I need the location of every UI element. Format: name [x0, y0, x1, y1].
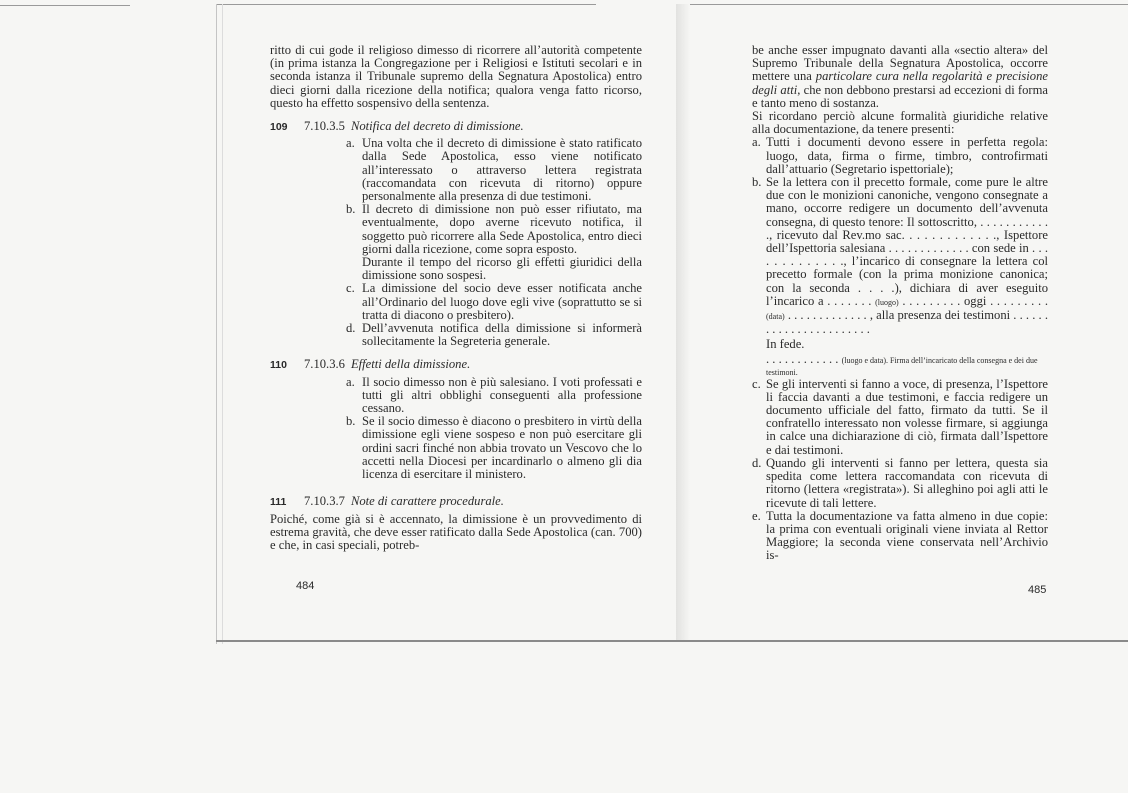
form-text-2: . . . . . . . . . oggi . . . . . . . . .	[898, 293, 1048, 308]
section-110-heading	[270, 358, 642, 372]
section-code: 7.10.3.6	[304, 357, 345, 372]
item-label: a.	[346, 374, 355, 389]
signature-note: (luogo e data). Firma dell’incaricato della consegna e dei due testimoni.	[766, 355, 1038, 377]
intro-text: be anche esser impugnato davanti alla «sectio altera» del Supremo Tribunale della Segnatura Apostolica, occorre mettere una	[752, 43, 1048, 84]
page-edge-left-inner	[222, 4, 223, 644]
section-code: 7.10.3.7	[304, 494, 345, 509]
item-text	[362, 203, 642, 282]
form-text-3: . . . . . . . . . . . . . , alla presenza dei testimoni . . . . . . . . . . . . . . . . . . . . . . .	[766, 308, 1048, 337]
item-label: b.	[346, 202, 356, 217]
list-item	[752, 176, 1048, 336]
item-text	[766, 176, 1048, 336]
item-text-extra: Durante il tempo del ricorso gli effetti giuridici della dimissione sono sospesi.	[362, 255, 642, 283]
section-title: Effetti della dimissione.	[350, 357, 471, 372]
signature-dots: . . . . . . . . . . . .	[766, 351, 839, 366]
form-note-data: (data)	[766, 312, 785, 322]
list-item	[752, 378, 1048, 457]
scan-edge-top-left	[0, 5, 130, 6]
section-number: 110	[270, 359, 287, 372]
item-text: Il socio dimesso non è più salesiano. I voti professati e tutti gli altri obblighi conseguenti alla professione cessano.	[362, 374, 642, 416]
section-111-body: Poiché, come già si è accennato, la dimissione è un provvedimento di estrema gravità, che deve esser ratificato dalla Sede Apostolica (can. 700) e che, in casi speciali, potreb-	[270, 511, 642, 552]
scan-edge-top-mid	[216, 4, 596, 5]
page-edge-bottom	[216, 640, 1128, 642]
item-label: b.	[346, 414, 356, 429]
item-text: Tutti i documenti devono essere in perfetta regola: luogo, data, firma o firme, timbro, controfirmati dall’attuario (Segretario ispettoriale);	[766, 135, 1048, 176]
item-label: a.	[346, 136, 355, 151]
item-text: Se il socio dimesso è diacono o presbitero in virtù della dimissione egli viene sospeso e non può esercitare gli ordini sacri finché non abbia trovato un Vescovo che lo accetti nella Diocesi per incardinarlo o almeno gli dia licenza di esercitare il ministero.	[362, 414, 642, 482]
list-item	[752, 457, 1048, 510]
intro-text-end: , che non debbono prestarsi ad eccezioni di forma e tanto meno di sostanza.	[752, 82, 1048, 110]
item-text: Quando gli interventi si fanno per lettera, questa sia spedita come lettera raccomandata con ricevuta di ritorno (lettera «registrata»). Si alleghino poi agli atti le ricevute di tali lettere.	[766, 455, 1048, 510]
page-number-left: 484	[296, 580, 315, 592]
item-label: e.	[752, 508, 761, 523]
list-item	[346, 415, 642, 481]
section-111-heading	[270, 495, 642, 509]
form-text: Se la lettera con il precetto formale, come pure le altre due con le monizioni canoniche, vengono consegnate a mano, occorre redigere un documento dell’avvenuta consegna, di questo tenore: Il sottoscritto, . . . . . . . . . . . ., ricevuto dal Rev.mo sac. . . . . . . . . . . . ., Ispettore dell’Ispettoria salesiana . . . . . . . . . . . . . con sede in . . . . . . . . . . . . ., l’incarico di consegnare la lettera col precetto formale (con la prima monizione canonica; con la seconda . . . .), dichiara di aver eseguito l’incarico a . . . . . . .	[766, 175, 1048, 308]
section-number: 109	[270, 121, 288, 134]
right-intro-paragraph	[752, 44, 1048, 110]
section-title: Note di carattere procedurale.	[350, 494, 504, 509]
page-edge-left	[216, 4, 217, 644]
intro-emphasis: particolare cura nella regolarità e precisione degli atti	[752, 69, 1048, 97]
item-text: Dell’avvenuta notifica della dimissione si informerà sollecitamente la Segreteria generale.	[362, 321, 642, 349]
section-code: 7.10.3.5	[304, 119, 345, 134]
right-page	[752, 44, 1048, 563]
list-item	[346, 322, 642, 348]
item-text-main: Il decreto di dimissione non può esser rifiutato, ma eventualmente, dopo averne ricevuto notifica, il soggetto può ricorrere alla Sede Apostolica, entro dieci giorni dalla ricezione, come sopra esposto.	[362, 202, 642, 256]
scan-edge-top-right	[680, 4, 1128, 5]
list-item	[752, 510, 1048, 563]
item-text: Se gli interventi si fanno a voce, di presenza, l’Ispettore li faccia davanti a due testimoni, e faccia redigere un documento ufficiale del fatto, firmato da tutti. Se il confratello interessato non volesse firmare, si aggiunga in calce una dichiarazione di ciò, firmata dall’Ispettore e dai testimoni.	[766, 376, 1048, 457]
list-item	[346, 282, 642, 322]
item-label: d.	[346, 321, 356, 336]
list-item	[346, 376, 642, 416]
left-intro-paragraph: ritto di cui gode il religioso dimesso di ricorrere all’autorità competente (in prima istanza la Congregazione per i Religiosi e Istituti secolari e in seconda istanza il Tribunale supremo della Segnatura Apostolica) entro dieci giorni dalla ricezione della notifica; qualora venga fatto ricorso, questo ha effetto sospensivo della sentenza.	[270, 43, 642, 110]
section-number: 111	[270, 496, 287, 509]
in-fede-line: In fede.	[766, 337, 805, 352]
item-label: c.	[346, 281, 355, 296]
list-item	[346, 137, 642, 203]
item-label: d.	[752, 455, 762, 470]
item-text: La dimissione del socio deve esser notificata anche all’Ordinario del luogo dove egli vive (soprattutto se si tratta di diacono o presbitero).	[362, 281, 642, 322]
list-item	[346, 203, 642, 282]
list-item	[752, 136, 1048, 176]
item-label: c.	[752, 376, 761, 391]
signature-line	[766, 351, 1048, 378]
section-109-heading	[270, 120, 642, 134]
right-lead-paragraph: Si ricordano perciò alcune formalità giuridiche relative alla documentazione, da tenere presenti:	[752, 109, 1048, 137]
item-text: Una volta che il decreto di dimissione è stato ratificato dalla Sede Apostolica, esso viene notificato all’interessato o attraverso lettera registrata (raccomandata con ricevuta di ritorno) oppure personalmente alla presenza di due testimoni.	[362, 136, 642, 204]
item-label: a.	[752, 135, 761, 150]
section-title: Notifica del decreto di dimissione.	[350, 119, 524, 134]
item-label: b.	[752, 175, 762, 190]
page-number-right: 485	[1028, 584, 1047, 596]
form-note-luogo: (luogo)	[875, 297, 899, 307]
book-gutter-shadow	[676, 4, 690, 640]
item-text: Tutta la documentazione va fatta almeno in due copie: la prima con eventuali originali viene inviata al Rettor Maggiore; la seconda viene conservata nell’Archivio is-	[766, 508, 1048, 563]
left-page	[270, 44, 642, 552]
